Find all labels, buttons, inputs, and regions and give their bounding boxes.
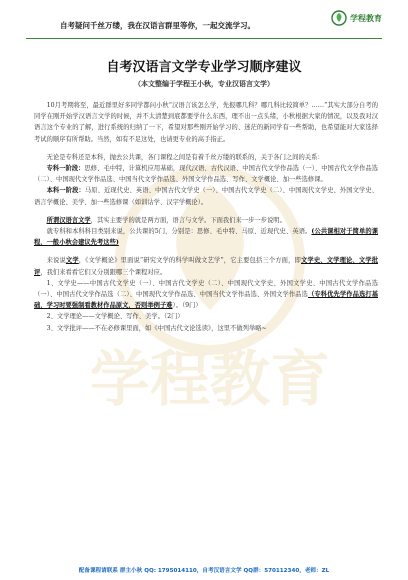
definition-label: 所谓汉语言文学 [46,216,91,224]
literary-history-note: （专科优先学作品选打基础，学习时要强制看教材作品原文，否则举例子难 [34,291,379,310]
header-slogan: 自考疑问千丝万缕，我在汉语言群里等你，一起交流学习。 [60,21,255,30]
paragraph-literary-theory: 2、文学理论——文学概论、写作、美学。（2门） [46,313,184,321]
undergrad-stage-label: 本科一阶段： [46,187,85,195]
specialty-stage-text: 思修、毛中特，计算机应用基础，现代汉语、古代汉语、中国古代文学作品选（一）、中国古代文学作品选（二）、中国现代文学作品选、中国当代文学作品选、外国文学作品选、写作、文学概论、加一些选修课。 [34,165,378,184]
page-title: 自考汉语言文学专业学习顺序建议 [106,60,302,75]
specialty-stage-label: 专科一阶段： [46,165,85,173]
header-divider [26,38,382,39]
undergrad-stage-text: 马原、近现代史、英语、中国古代文学史（一）、中国古代文学史（二）、中国现代文学史、外国文学史、语言学概论、美学、加一些选修课（如训诂学、汉字学概论）。 [34,187,379,206]
brand-logo [331,10,382,26]
definition-text: ，其实主要学的就是两方面，语言与文学。下面我们来一步一步说明。 [90,216,286,224]
literature-branches: 文学史、文学理论、文学批评 [34,257,379,276]
paragraph-intro: 10月考期将至，最近群里好多同学都问小秋“汉语言该怎么学，先报哪几科？哪几科比较简单？……”其实大部分自考的同学在刚开始学汉语言文学的时候，并不太清楚到底都要学什么东西，理不出一点头绪，小秋根据大家的情况，以及我对汉语言这个专业的了解，进行系统的归纳了一下，希望对那些刚开始学习的、迷茫的新同学有一些帮助，也希望能对大家选择考试的顺序有所帮助。当然，如有不足这处，也请更专业的高手指正。 [34,102,378,143]
paragraph-literary-criticism: 3、文学批评——不在必修课里面，如《中国古代文论选读》，这里不做列举略~ [46,324,267,332]
public-courses-text: 就专科和本科科目类别来说，公共课的5门，分别是：思修、毛中特、马原、近现代史、英语。 [46,228,312,236]
literature-text: ，《文学概论》里面说“研究文学的科学叫做文艺学”，它主要包括三个方面，即 [78,257,301,265]
public-courses-note: (公共课相对于简单的课程，一般小秋会建议先考这些) [34,228,378,247]
literary-history-text: 1、文学史——中国古代文学史（一）、中国古代文学史（二）、中国现代文学史、外国文学史、中国古代文学作品选（一）、中国古代文学作品选（二）、中国现代文学作品选、中国当代文学作品选、外国文学作品选 [34,279,378,299]
paragraph-public-courses [34,226,378,248]
literature-tail: ，我们来看看它们又分别跟哪三个课程对应。 [40,268,167,276]
page-subtitle: （本文整编于学程王小秋，专业汉语言文学） [134,80,274,88]
literature-pre: 来说说 [46,257,66,265]
literature-label: 文学 [65,257,79,265]
paragraph-literary-history [34,278,378,312]
page-footer: 配备课程请联系 群主小秋 QQ: 1795014110，自考汉语言文学 QQ群：570112340，老师：ZL [78,568,330,574]
document-body [34,100,378,334]
logo-text: 学程教育 [350,13,382,23]
paragraph-definition [34,215,378,226]
paragraph-literature [34,255,378,277]
paragraph-undergrad-stage [34,185,378,207]
paragraph-relations: 无论是专科还是本科，抛去公共课，各门课程之间是有着千丝万缕的联系的，关于各门之间的关系： [46,153,324,161]
leaf-logo-icon [331,10,347,26]
literary-history-tail: ）。（9门） [172,302,202,310]
svg-text:学程教育: 学程教育 [90,345,330,415]
paragraph-specialty-stage [34,163,378,185]
page-header [30,8,382,38]
